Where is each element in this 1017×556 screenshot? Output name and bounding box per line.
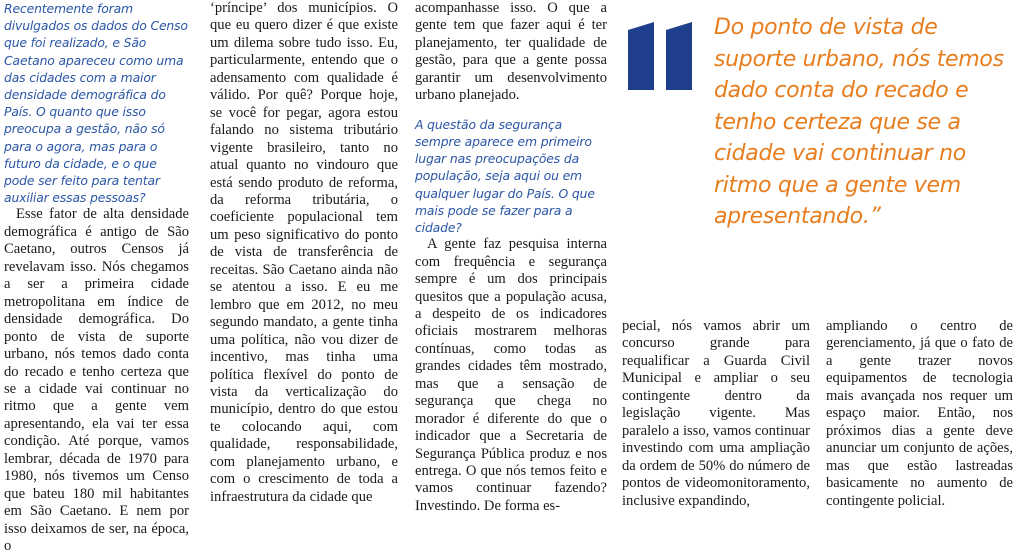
pull-quote xyxy=(624,12,1014,272)
text-column-4 xyxy=(622,318,810,509)
interview-answer-continued: ‘príncipe’ dos municípios. O que eu quero dizer é que existe um dilema sobre tudo isso. Eu, particularmente, entendo que o adensamento com qualidade é válido. Por quê? Porque hoje, se você for pegar, agora estou falando no sistema tributário vigente brasileiro, tanto no atual quanto no vindouro que está sendo produto de reforma, da reforma tributária, o coeficiente populacional tem um peso significativo do ponto de vista de transferência de receitas. São Caetano ainda não se atentou a isso. E eu me lembro que em 2012, no meu segundo mandato, a gente tinha uma política, não vou dizer de incentivo, mas tinha uma política flexível do ponto de vista da verticalização do município, dentro do que estou te colocando aqui, com qualidade, responsabilidade, com planejamento urbano, e com o crescimento de toda a infraestrutura da cidade que xyxy=(210,0,398,505)
text-column-1 xyxy=(4,0,189,555)
interview-answer-security: A gente faz pesquisa interna com frequência e segurança sempre é um dos principais quesitos que a população acusa, a despeito de os indicadores oficiais mostrarem melhoras contínuas, como todas as grandes cidades têm mostrado, mas que a sensação de segurança que chega no morador é diferente do que o indicador que a Secretaria de Segurança Pública produz e nos entrega. O que nós temos feito e vamos continuar fazendo? Investindo. De forma es- xyxy=(415,236,607,514)
interview-answer-density: Esse fator de alta densidade demográfica é antigo de São Caetano, outros Censos já revelavam isso. Nós chegamos a ser a primeira cidade metropolitana em índice de densidade demográfica. Do ponto de vista de suporte urbano, nós temos dado conta do recado e tenho certeza que se a cidade vai continuar no ritmo que a gente vem apresentando, ela vai ter essa condição. Até porque, vamos lembrar, década de 1970 para 1980, nós tivemos um Censo que bateu 180 mil habitantes em São Caetano. E nem por isso deixamos de ser, na época, o xyxy=(4,206,189,555)
interview-answer-security-continued: pecial, nós vamos abrir um concurso grande para requalificar a Guarda Civil Municipal e ampliar o seu contingente dentro da legislação vigente. Mas paralelo a isso, vamos continuar investindo com uma ampliação da ordem de 50% do número de pontos de videomonitoramento, inclusive expandindo, xyxy=(622,318,810,509)
text-column-5 xyxy=(826,318,1013,509)
text-column-3 xyxy=(415,0,607,514)
pull-quote-text: Do ponto de vista de suporte urbano, nós temos dado conta do recado e tenho certeza que se a cidade vai continuar no ritmo que a gente vem apresentando.” xyxy=(714,15,1004,229)
interview-answer-security-end: ampliando o centro de gerenciamento, já que o fato de a gente trazer novos equipamentos de tecnologia mais avançada nos requer um espaço maior. Então, nos próximos dias a gente deve anunciar um conjunto de ações, mas que estão lastreadas basicamente no aumento de contingente policial. xyxy=(826,318,1013,509)
text-column-2 xyxy=(210,0,398,505)
quotation-mark-icon xyxy=(624,20,704,92)
interview-question-density: Recentemente foram divulgados os dados do Censo que foi realizado, e São Caetano apareceu como uma das cidades com a maior densidade demográfica do País. O quanto que isso preocupa a gestão, não só para o agora, mas para o futuro da cidade, e o que pode ser feito para tentar auxiliar essas pessoas? xyxy=(4,1,188,206)
interview-question-security: A questão da segurança sempre aparece em primeiro lugar nas preocupações da população, seja aqui ou em qualquer lugar do País. O que mais pode se fazer para a cidade? xyxy=(415,116,595,235)
interview-answer-end: acompanhasse isso. O que a gente tem que fazer aqui é ter planejamento, ter qualidade de gestão, para que a gente possa garantir um desenvolvimento urbano planejado. xyxy=(415,0,607,104)
